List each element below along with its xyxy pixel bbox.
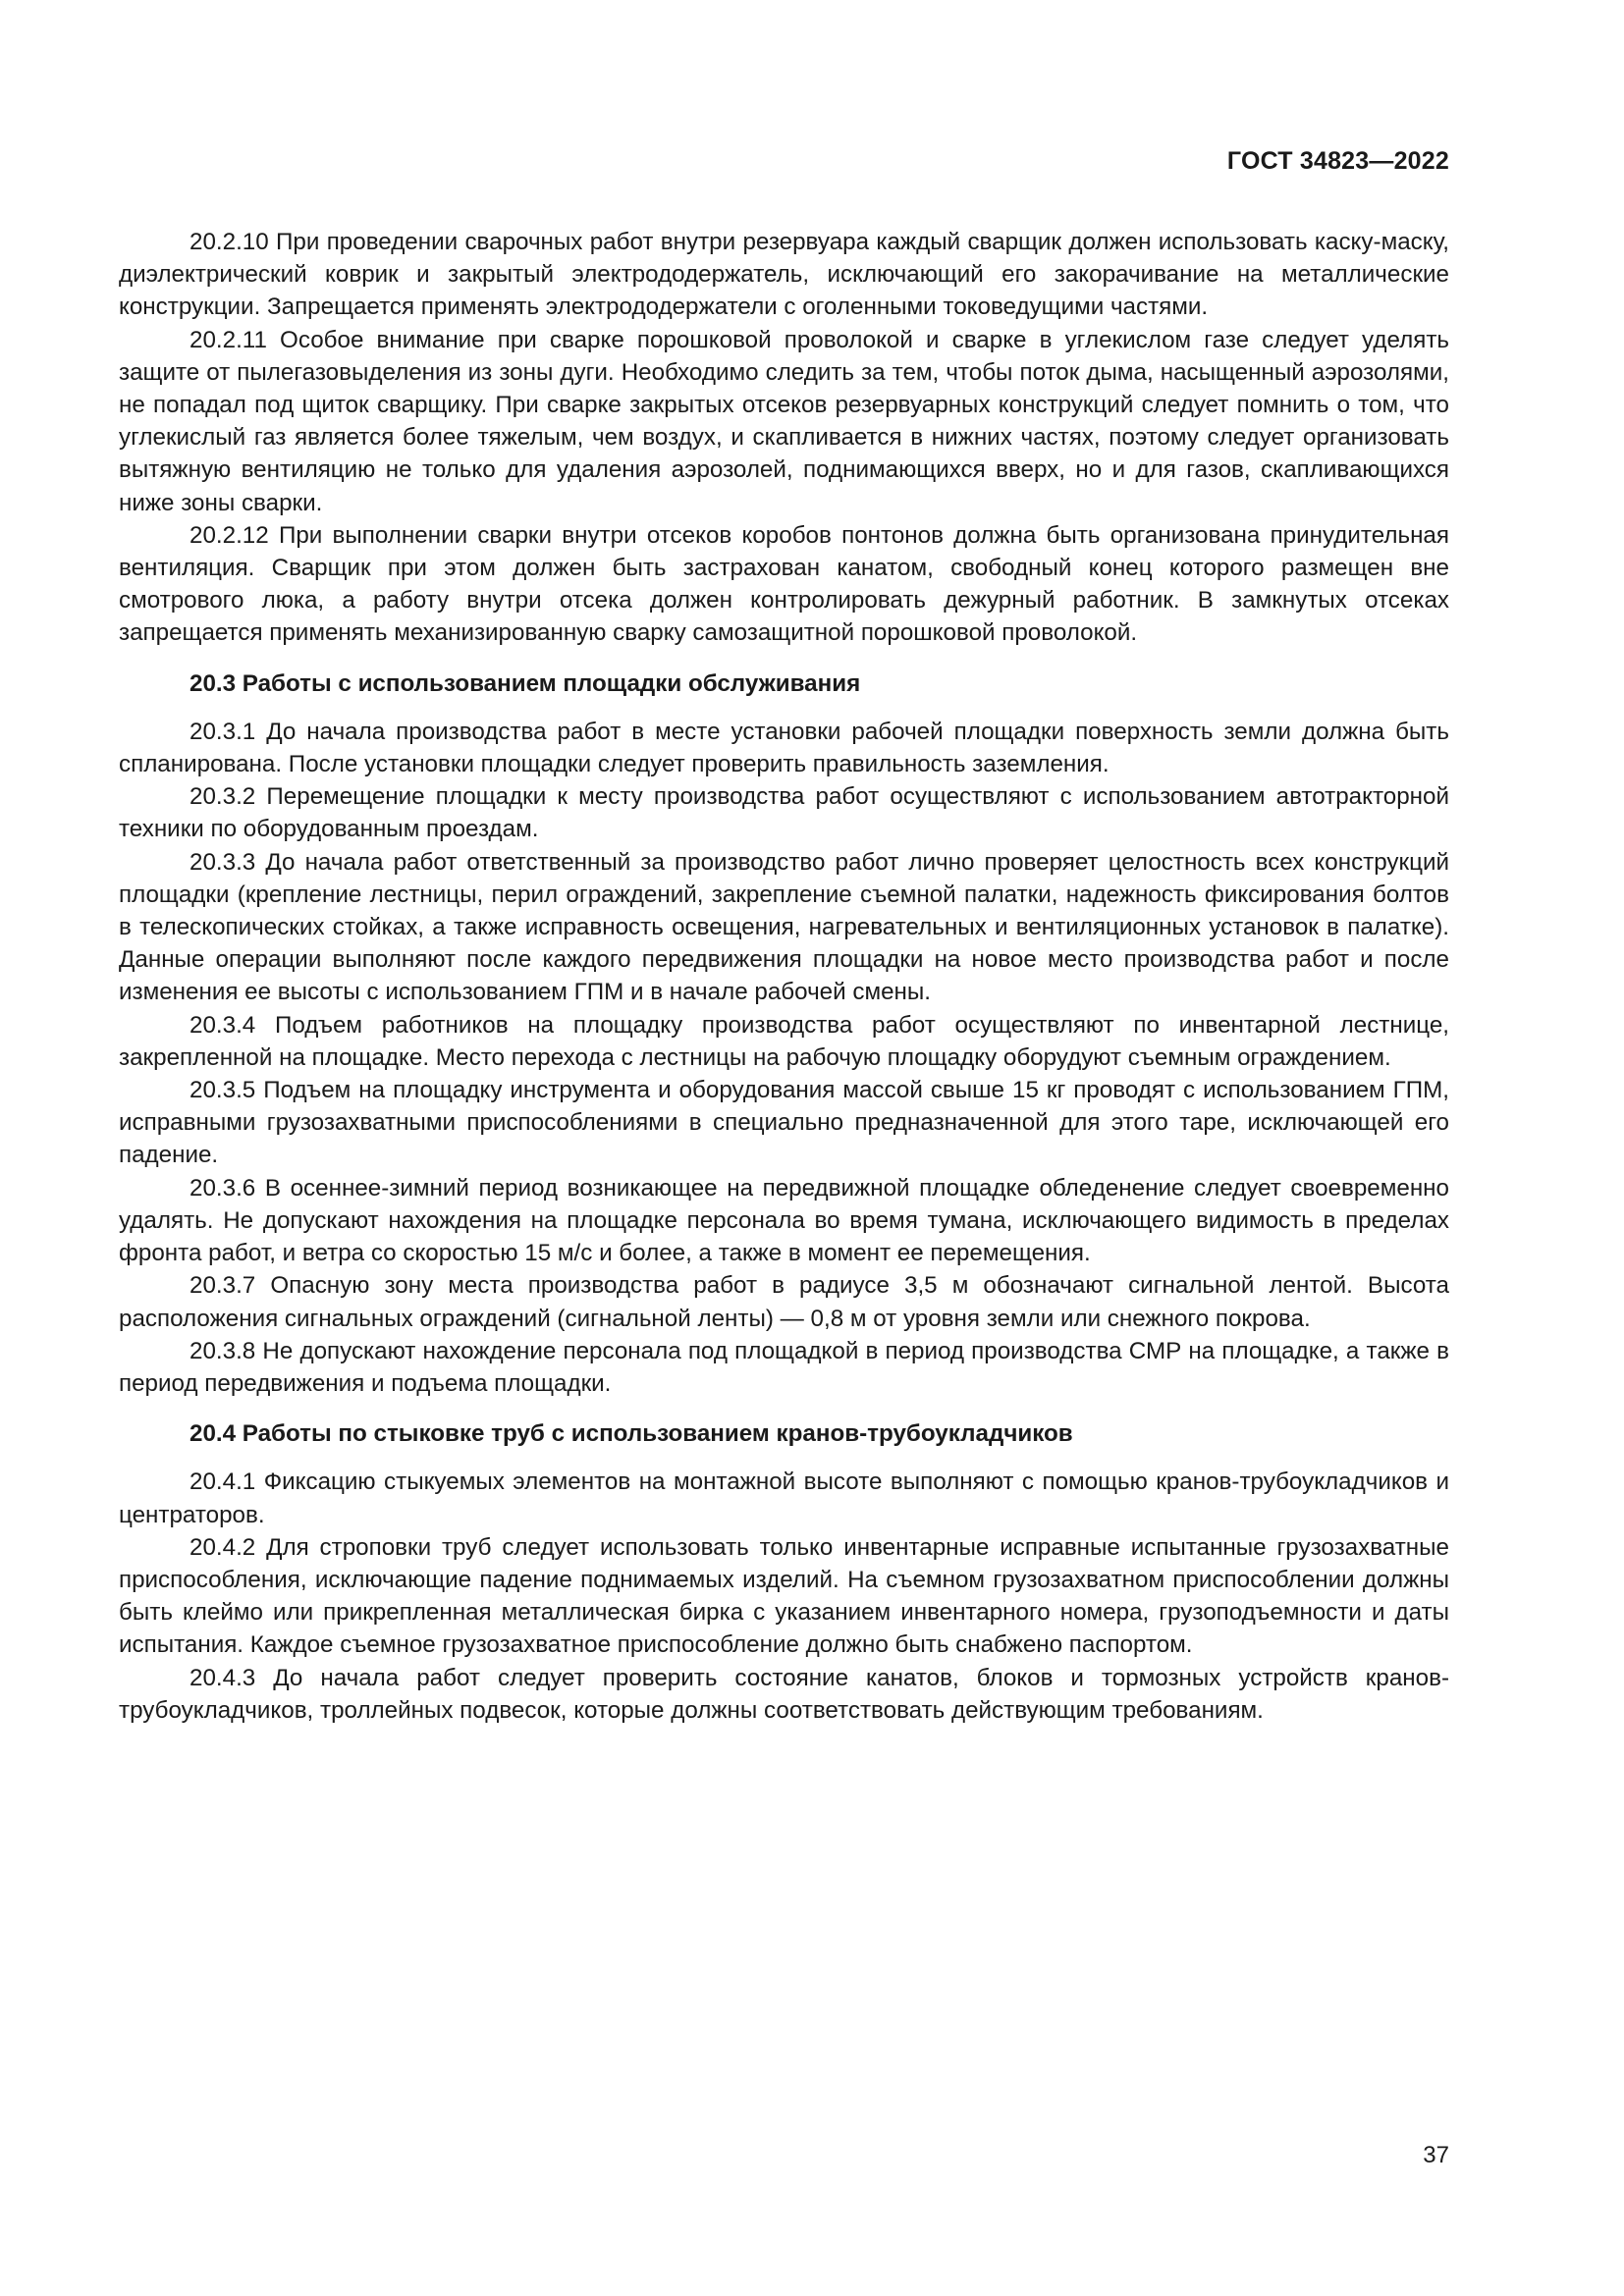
paragraph-20-2-10: 20.2.10 При проведении сварочных работ внутри резервуара каждый сварщик должен использовать каску-маску, диэлектрический коврик и закрытый электрододержатель, исключающий его закорачивание на металлические конструкции. Запрещается применять электрододержатели с оголенными токоведущими частями. xyxy=(119,229,1449,321)
paragraph-20-3-3: 20.3.3 До начала работ ответственный за производство работ лично проверяет целостность всех конструкций площадки (крепление лестницы, перил ограждений, закрепление съемной палатки, надежность фиксирования болтов в телескопических стойках, а также исправность освещения, нагревательных и вентиляционных установок в палатке). Данные операции выполняют после каждого передвижения площадки на новое место производства работ и после изменения ее высоты с использованием ГПМ и в начале рабочей смены. xyxy=(119,848,1449,1006)
document-body xyxy=(119,226,1449,1727)
paragraph-20-3-2: 20.3.2 Перемещение площадки к месту производства работ осуществляют с использованием автотракторной техники по оборудованным проездам. xyxy=(119,783,1449,843)
paragraph-20-3-1: 20.3.1 До начала производства работ в месте установки рабочей площадки поверхность земли должна быть спланирована. После установки площадки следует проверить правильность заземления. xyxy=(119,718,1449,778)
section-heading-20-3: 20.3 Работы с использованием площадки обслуживания xyxy=(189,669,861,697)
paragraph-20-4-3: 20.4.3 До начала работ следует проверить состояние канатов, блоков и тормозных устройств кранов-трубоукладчиков, троллейных подвесок, которые должны соответствовать действующим требованиям. xyxy=(119,1664,1449,1724)
paragraph-20-2-12: 20.2.12 При выполнении сварки внутри отсеков коробов понтонов должна быть организована принудительная вентиляция. Сварщик при этом должен быть застрахован канатом, свободный конец которого размещен вне смотрового люка, а работу внутри отсека должен контролировать дежурный работник. В замкнутых отсеках запрещается применять механизированную сварку самозащитной порошковой проволокой. xyxy=(119,521,1449,647)
document-standard-header: ГОСТ 34823—2022 xyxy=(1226,147,1449,175)
paragraph-20-3-8: 20.3.8 Не допускают нахождение персонала под площадкой в период производства СМР на площадке, а также в период передвижения и подъема площадки. xyxy=(119,1337,1449,1397)
page-number: 37 xyxy=(1423,2142,1449,2168)
paragraph-20-4-1: 20.4.1 Фиксацию стыкуемых элементов на монтажной высоте выполняют с помощью кранов-трубоукладчиков и центраторов. xyxy=(119,1468,1449,1528)
paragraph-20-3-5: 20.3.5 Подъем на площадку инструмента и оборудования массой свыше 15 кг проводят с использованием ГПМ, исправными грузозахватными приспособлениями в специально предназначенной для этого таре, исключающей его падение. xyxy=(119,1077,1449,1169)
paragraph-20-3-7: 20.3.7 Опасную зону места производства работ в радиусе 3,5 м обозначают сигнальной лентой. Высота расположения сигнальных ограждений (сигнальной ленты) — 0,8 м от уровня земли или снежного покрова. xyxy=(119,1272,1449,1332)
paragraph-20-3-4: 20.3.4 Подъем работников на площадку производства работ осуществляют по инвентарной лестнице, закрепленной на площадке. Место перехода с лестницы на рабочую площадку оборудуют съемным ограждением. xyxy=(119,1011,1449,1071)
paragraph-20-3-6: 20.3.6 В осеннее-зимний период возникающее на передвижной площадке обледенение следует своевременно удалять. Не допускают нахождения на площадке персонала во время тумана, исключающего видимость в пределах фронта работ, и ветра со скоростью 15 м/с и более, а также в момент ее перемещения. xyxy=(119,1174,1449,1267)
paragraph-20-4-2: 20.4.2 Для строповки труб следует использовать только инвентарные исправные испытанные грузозахватные приспособления, исключающие падение поднимаемых изделий. На съемном грузозахватном приспособлении должны быть клеймо или прикрепленная металлическая бирка с указанием инвентарного номера, грузоподъемности и даты испытания. Каждое съемное грузозахватное приспособление должно быть снабжено паспортом. xyxy=(119,1533,1449,1659)
section-heading-20-4: 20.4 Работы по стыковке труб с использованием кранов-трубоукладчиков xyxy=(189,1420,1073,1448)
paragraph-20-2-11: 20.2.11 Особое внимание при сварке порошковой проволокой и сварке в углекислом газе следует уделять защите от пылегазовыделения из зоны дуги. Необходимо следить за тем, чтобы поток дыма, насыщенный аэрозолями, не попадал под щиток сварщику. При сварке закрытых отсеков резервуарных конструкций следует помнить о том, что углекислый газ является более тяжелым, чем воздух, и скапливается в нижних частях, поэтому следует организовать вытяжную вентиляцию не только для удаления аэрозолей, поднимающихся вверх, но и для газов, скапливающихся ниже зоны сварки. xyxy=(119,326,1449,516)
